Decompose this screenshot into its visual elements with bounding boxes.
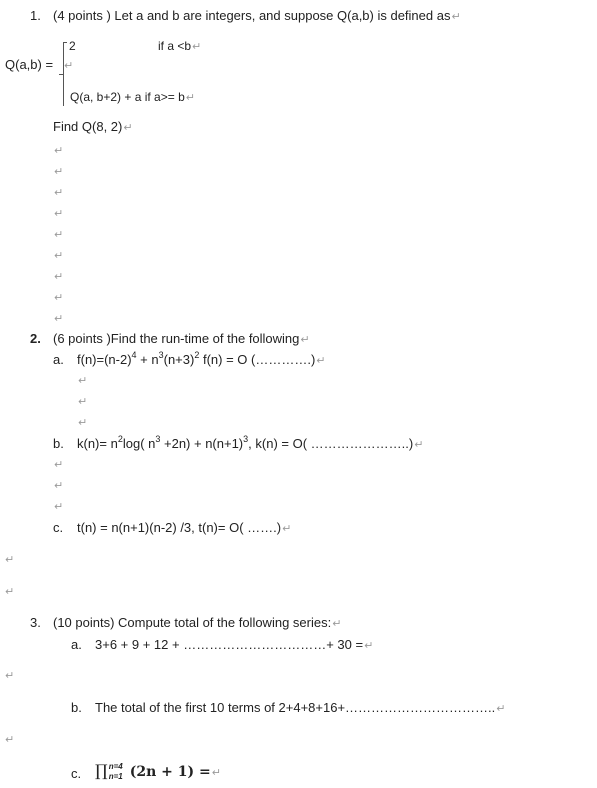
- piecewise-brace: [63, 42, 64, 106]
- q2-text: [53, 331, 310, 348]
- q1-text-content: (4 points ) Let a and b are integers, and suppose Q(a,b) is defined as: [53, 8, 451, 23]
- paragraph-mark-icon: ↵: [5, 554, 15, 566]
- paragraph-mark-icon: ↵: [185, 92, 195, 104]
- paragraph-mark-icon: ↵: [54, 480, 64, 492]
- q1-find: [53, 119, 133, 136]
- q1-find-text: Find Q(8, 2): [53, 119, 123, 134]
- paragraph-mark-icon: ↵: [316, 355, 326, 367]
- paragraph-mark-icon: ↵: [78, 417, 88, 429]
- q2-b-exp2: 3: [155, 434, 161, 444]
- paragraph-mark-icon: ↵: [282, 523, 292, 535]
- product-symbol: ∏: [95, 761, 108, 780]
- paragraph-mark-icon: ↵: [54, 459, 64, 471]
- brace-top-tick: [63, 42, 67, 43]
- paragraph-mark-icon: ↵: [78, 375, 88, 387]
- q2-a-expression: [77, 352, 326, 369]
- paragraph-mark-icon: ↵: [496, 703, 506, 715]
- q3-text: [53, 615, 341, 632]
- q2-text-content: (6 points )Find the run-time of the following: [53, 331, 300, 346]
- paragraph-mark-icon: ↵: [211, 767, 221, 779]
- paragraph-mark-icon: ↵: [54, 292, 64, 304]
- paragraph-mark-icon: ↵: [5, 734, 15, 746]
- q2-b-pre: k(n)= n: [77, 436, 118, 451]
- q2-a-post: f(n) = O (………….): [199, 352, 316, 367]
- q2-a-exp1: 4: [131, 350, 137, 360]
- q1-case1-value: 2: [69, 39, 76, 53]
- q3-c-label: c.: [71, 766, 82, 781]
- paragraph-mark-icon: ↵: [300, 334, 310, 346]
- q2-c-text: t(n) = n(n+1)(n-2) /3, t(n)= O( …….): [77, 520, 282, 535]
- paragraph-mark-icon: ↵: [5, 586, 15, 598]
- q2-b-mid2: +2n) + n(n+1): [160, 436, 244, 451]
- paragraph-mark-icon: ↵: [332, 618, 342, 630]
- q2-b-expression: [77, 436, 423, 453]
- brace-mid-tick: [59, 74, 63, 75]
- q1-lhs: Q(a,b) =: [5, 57, 54, 72]
- q2-a-exp3: 2: [194, 350, 200, 360]
- paragraph-mark-icon: ↵: [414, 439, 424, 451]
- paragraph-mark-icon: ↵: [192, 41, 202, 53]
- product-expression: (2n + 1) =: [129, 764, 211, 780]
- q1-number: 1.: [30, 8, 41, 23]
- q2-b-mid: log( n: [122, 436, 156, 451]
- q3-b-label: b.: [71, 700, 82, 715]
- q3-a-text: 3+6 + 9 + 12 + ……………………………+ 30 =: [95, 637, 364, 652]
- product-limits: [108, 763, 130, 779]
- q1-case2-text: Q(a, b+2) + a if a>= b: [70, 90, 185, 104]
- q2-c-expression: [77, 520, 291, 537]
- q3-b-text: The total of the first 10 terms of 2+4+8+16+……………………………..: [95, 700, 496, 715]
- paragraph-mark-icon: ↵: [451, 11, 461, 23]
- paragraph-mark-icon: ↵: [54, 250, 64, 262]
- product-lower-limit: n=1: [108, 772, 123, 781]
- paragraph-mark-icon: ↵: [78, 396, 88, 408]
- q2-a-pre: f(n)=(n-2): [77, 352, 132, 367]
- q3-a-label: a.: [71, 637, 82, 652]
- q3-text-content: (10 points) Compute total of the following series:: [53, 615, 332, 630]
- q2-number: 2.: [30, 331, 41, 346]
- q3-number: 3.: [30, 615, 41, 630]
- q2-b-exp1: 2: [117, 434, 123, 444]
- paragraph-mark-icon: ↵: [54, 271, 64, 283]
- paragraph-mark-icon: ↵: [54, 229, 64, 241]
- q1-case1-condition: [158, 38, 201, 55]
- paragraph-mark-icon: ↵: [54, 501, 64, 513]
- paragraph-mark-icon: ↵: [64, 60, 74, 72]
- q2-b-exp3: 3: [243, 434, 249, 444]
- q2-b-label: b.: [53, 436, 64, 451]
- q1-text: [53, 8, 461, 25]
- paragraph-mark-icon: ↵: [54, 208, 64, 220]
- product-upper-limit: n=4: [108, 762, 123, 771]
- q2-a-exp2: 3: [158, 350, 164, 360]
- q2-a-mid2: (n+3): [163, 352, 195, 367]
- q3-c-expression: [95, 763, 221, 781]
- q2-a-label: a.: [53, 352, 64, 367]
- q3-a-expression: [95, 637, 373, 654]
- paragraph-mark-icon: ↵: [123, 122, 133, 134]
- paragraph-mark-icon: ↵: [364, 640, 374, 652]
- paragraph-mark-icon: ↵: [5, 670, 15, 682]
- paragraph-mark-icon: ↵: [54, 166, 64, 178]
- q2-b-post: , k(n) = O( …………………..): [248, 436, 414, 451]
- q2-a-mid: + n: [136, 352, 159, 367]
- q2-c-label: c.: [53, 520, 64, 535]
- q1-case2: [70, 89, 195, 106]
- q1-case1-condition-text: if a <b: [158, 39, 192, 53]
- paragraph-mark-icon: ↵: [54, 187, 64, 199]
- paragraph-mark-icon: ↵: [54, 313, 64, 325]
- q3-b-expression: [95, 700, 505, 717]
- paragraph-mark-icon: ↵: [54, 145, 64, 157]
